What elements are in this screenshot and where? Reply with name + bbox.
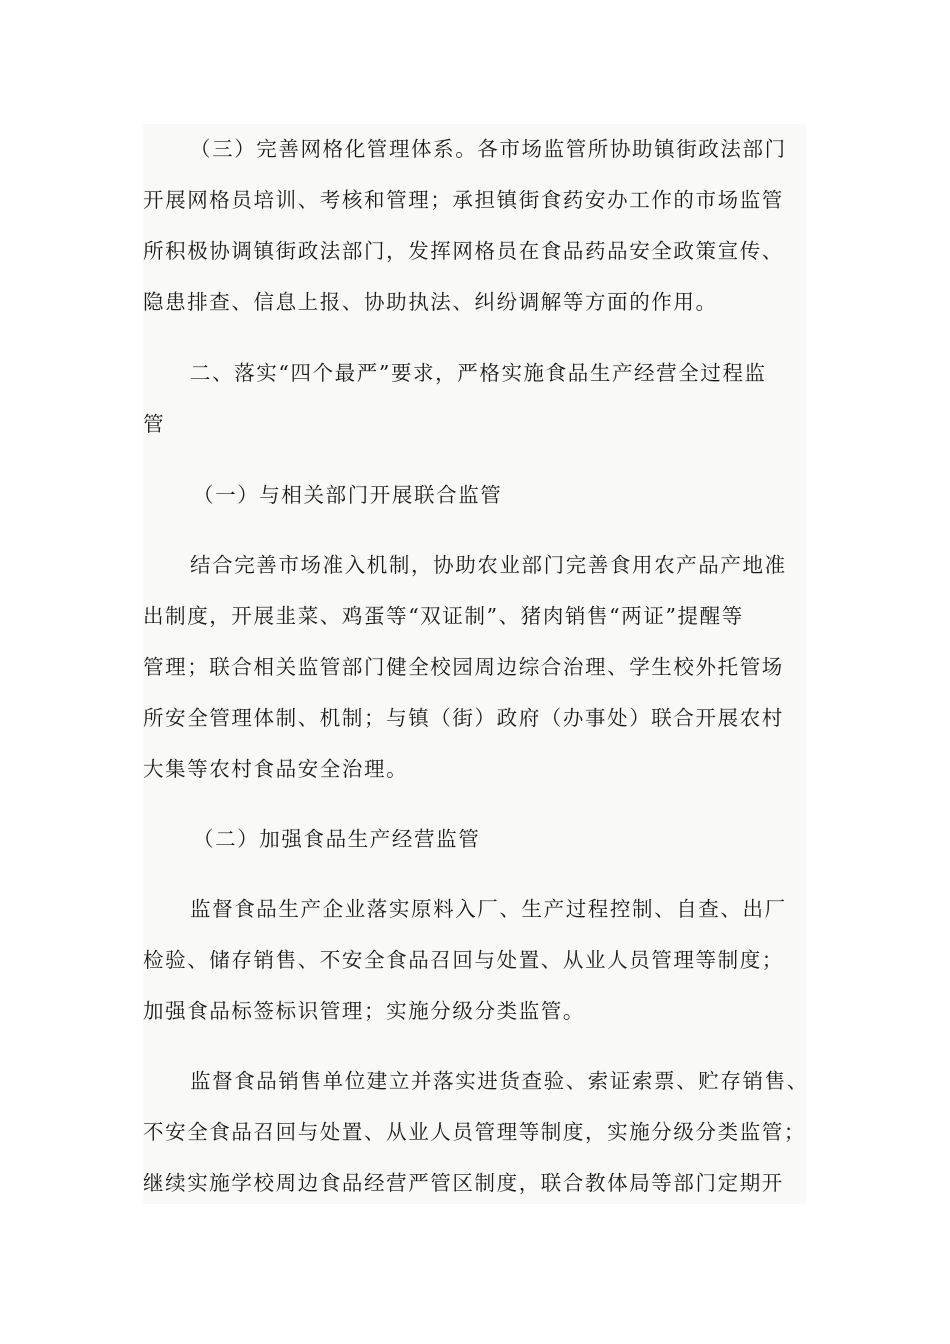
paragraph-market-access [143, 540, 806, 795]
text-line: （三）完善网格化管理体系。各市场监管所协助镇街政法部门 [190, 137, 787, 161]
text-line: 结合完善市场准入机制，协助农业部门完善食用农产品产地准 [190, 553, 787, 577]
text-line: 所积极协调镇街政法部门，发挥网格员在食品药品安全政策宣传、 [143, 239, 784, 263]
text-line: 所安全管理体制、机制；与镇（街）政府（办事处）联合开展农村 [143, 706, 784, 730]
document-body [143, 124, 809, 1204]
subheading-production-supervision [143, 814, 806, 865]
text-line: 继续实施学校周边食品经营严管区制度，联合教体局等部门定期开 [143, 1171, 784, 1195]
text-line: 检验、储存销售、不安全食品召回与处置、从业人员管理等制度； [143, 948, 784, 972]
paragraph-sales-units [143, 1056, 809, 1209]
text-line: 加强食品标签标识管理；实施分级分类监管。 [143, 999, 585, 1023]
text-line: 管 [143, 412, 166, 436]
subheading-joint-supervision [143, 470, 806, 521]
text-line: 监督食品生产企业落实原料入厂、生产过程控制、自查、出厂 [190, 897, 787, 921]
text-line: 监督食品销售单位建立并落实进货查验、索证索票、贮存销售、 [190, 1069, 809, 1093]
text-line: 出制度，开展韭菜、鸡蛋等“双证制”、猪肉销售“两证”提醒等 [143, 604, 744, 628]
text-line: 大集等农村食品安全治理。 [143, 757, 409, 781]
text-line: 二、落实“四个最严”要求，严格实施食品生产经营全过程监 [190, 361, 767, 385]
text-line: 隐患排查、信息上报、协助执法、纠纷调解等方面的作用。 [143, 290, 718, 314]
paragraph-production-enterprises [143, 884, 806, 1037]
text-line: 开展网格员培训、考核和管理；承担镇街食药安办工作的市场监管 [143, 188, 784, 212]
section-heading-2 [143, 348, 806, 450]
paragraph-grid-management [143, 124, 806, 328]
text-line: （二）加强食品生产经营监管 [193, 827, 481, 851]
text-line: （一）与相关部门开展联合监管 [193, 483, 503, 507]
text-line: 管理；联合相关监管部门健全校园周边综合治理、学生校外托管场 [143, 655, 784, 679]
text-line: 不安全食品召回与处置、从业人员管理等制度，实施分级分类监管； [143, 1120, 806, 1144]
